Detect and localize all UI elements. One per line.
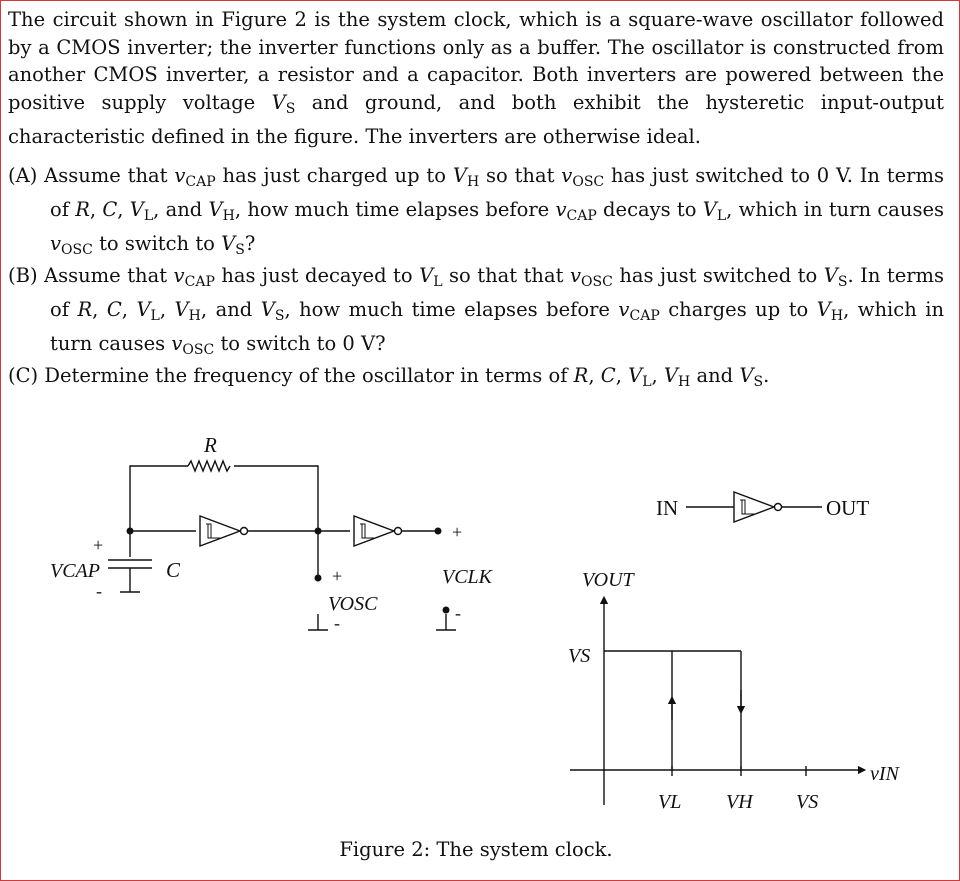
inverter-1 [200,516,240,546]
feedback-wire [130,466,188,531]
vin-label: vIN [870,763,899,785]
vcap-minus: - [96,581,102,601]
vosc-label: VOSC [328,593,378,615]
legend-in: IN [656,496,679,520]
capacitor [108,560,152,568]
figure-caption: Figure 2: The system clock. [339,838,613,861]
vclk-label: VCLK [442,566,493,588]
hysteresis-graph [570,600,862,805]
intro-paragraph: The circuit shown in Figure 2 is the system clock, which is a square-wave oscillator followed by a CMOS inverter; the inverter functions only as a buffer. The oscillator is constructed from another CMOS inverter, a resistor and a capacitor. Both inverters are powered between the positive supply voltage $V_S$ and ground, and both exhibit the hysteretic input-output characteristic defined in the figure. The inverters are otherwise ideal. [8,8,945,149]
resistor-label: R [204,433,217,457]
question-a: (A) Assume that $v_{CAP}$ has just charged up to $V_H$ so that $v_{OSC}$ has just switched to 0 V. In terms of R, C, $V_L$, and $V_H$, how much time elapses before $v_{CAP}$ decays to $V_L$, which in turn causes $v_{OSC}$ to switch to $V_S$? [8,164,945,259]
vclk-plus: + [452,522,463,542]
vs-tick-label: VS [796,791,819,813]
vout-label: VOUT [582,569,634,591]
question-c: (C) Determine the frequency of the oscillator in terms of R, C, $V_L$, $V_H$ and $V_S$. [8,364,770,391]
vosc-minus: - [334,613,340,633]
question-c-label: (C) [8,364,39,387]
question-b: (B) Assume that $v_{CAP}$ has just decayed to $V_L$ so that that $v_{OSC}$ has just switched to $V_S$. In terms of R, C, $V_L$, $V_H$, and $V_S$, how much time elapses before $v_{CAP}$ charges up to $V_H$, which in turn causes $v_{OSC}$ to switch to 0 V? [8,264,945,359]
figure-2 [0,420,960,840]
vl-tick-label: VL [658,791,682,813]
resistor-zigzag [188,461,230,471]
vclk-minus: - [455,603,461,623]
capacitor-label: C [166,558,181,582]
oscillator-circuit [108,461,456,630]
vh-tick-label: VH [726,791,753,813]
gate-legend [686,492,822,522]
legend-out: OUT [826,496,870,520]
vs-level-label: VS [568,645,591,667]
vcap-label: VCAP [50,560,100,582]
question-a-label: (A) [8,164,38,187]
vosc-plus: + [332,566,343,586]
question-b-label: (B) [8,264,38,287]
inverter-2 [354,516,394,546]
vcap-plus: + [93,535,104,555]
